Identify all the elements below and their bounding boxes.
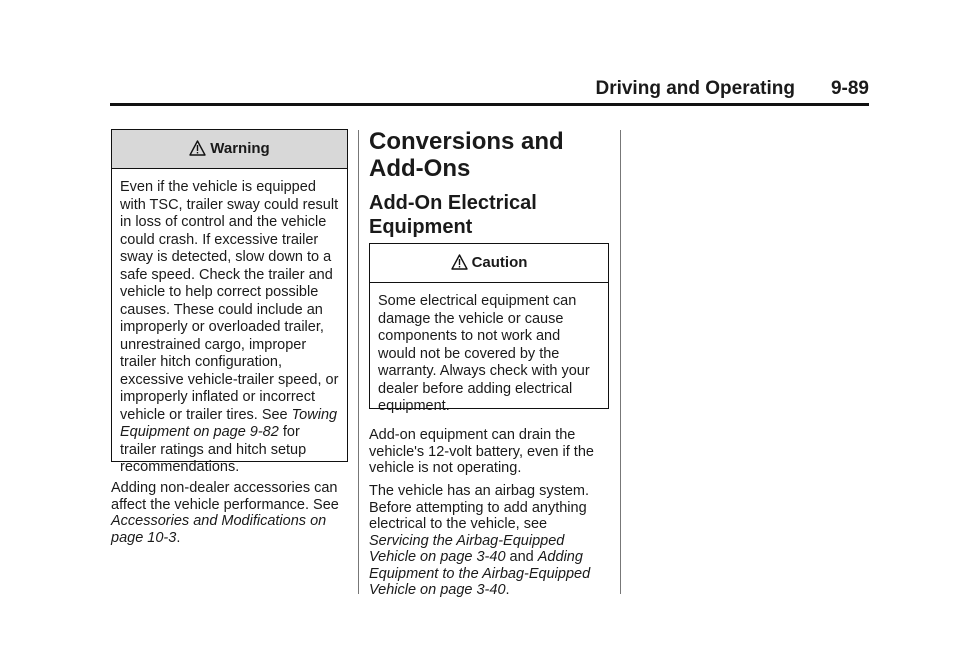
page-number: 9-89 — [830, 78, 869, 99]
section-heading: Conversions and Add-Ons — [369, 128, 564, 182]
adding-equipment-link[interactable]: Adding Equipment to the Airbag-Equipped Vehicle on page 3-40 — [369, 549, 591, 598]
section-title: Driving and Operating — [595, 78, 795, 99]
battery-paragraph: Add-on equipment can drain the vehicle's 12-volt battery, even if the vehicle is not operating. — [369, 427, 594, 476]
accessories-link[interactable]: Accessories and Modifications on page 10-3 — [111, 513, 327, 546]
caution-triangle-icon — [451, 247, 468, 285]
column-divider-right — [620, 130, 621, 594]
header-rule — [110, 103, 869, 106]
subsection-heading: Add-On Electrical Equipment — [369, 192, 537, 238]
warning-body: Even if the vehicle is equipped with TSC, trailer sway could result in loss of control and the vehicle could crash. If excessive trailer sway is detected, slow down to a safe speed. Check the trailer and vehicle to help correct possible causes. These could include an improperly or overloaded trailer, unrestrained cargo, improper trailer hitch configuration, excessive vehicle-trailer speed, or improperly inflated or incorrect vehicle or trailer tires. See Towing Equipment on page 9-82 for trailer ratings and hitch setup recommendations. — [120, 179, 339, 475]
warning-box — [111, 129, 348, 475]
warning-title: Warning — [210, 140, 270, 157]
warning-triangle-icon — [189, 133, 206, 171]
servicing-airbag-link[interactable]: Servicing the Airbag-Equipped Vehicle on page 3-40 — [369, 532, 565, 565]
accessories-paragraph: Adding non-dealer accessories can affect the vehicle performance. See Accessories and Modifications on page 10-3. — [111, 480, 339, 546]
caution-box — [369, 243, 609, 414]
warning-header — [112, 130, 347, 169]
column-divider-left — [358, 130, 359, 594]
caution-body: Some electrical equipment can damage the vehicle or cause components to not work and would not be covered by the warranty. Always check with your dealer before adding electrical equipment. — [378, 293, 590, 414]
caution-header — [370, 244, 608, 283]
towing-equipment-link[interactable]: Towing Equipment on page 9-82 — [120, 406, 338, 440]
airbag-paragraph: The vehicle has an airbag system. Before attempting to add anything electrical to the vehicle, see Servicing the Airbag-Equipped Vehicle on page 3-40 and Adding Equipment to the Airbag-Equipped Vehicle on page 3-40. — [369, 483, 591, 598]
caution-title: Caution — [471, 254, 528, 271]
